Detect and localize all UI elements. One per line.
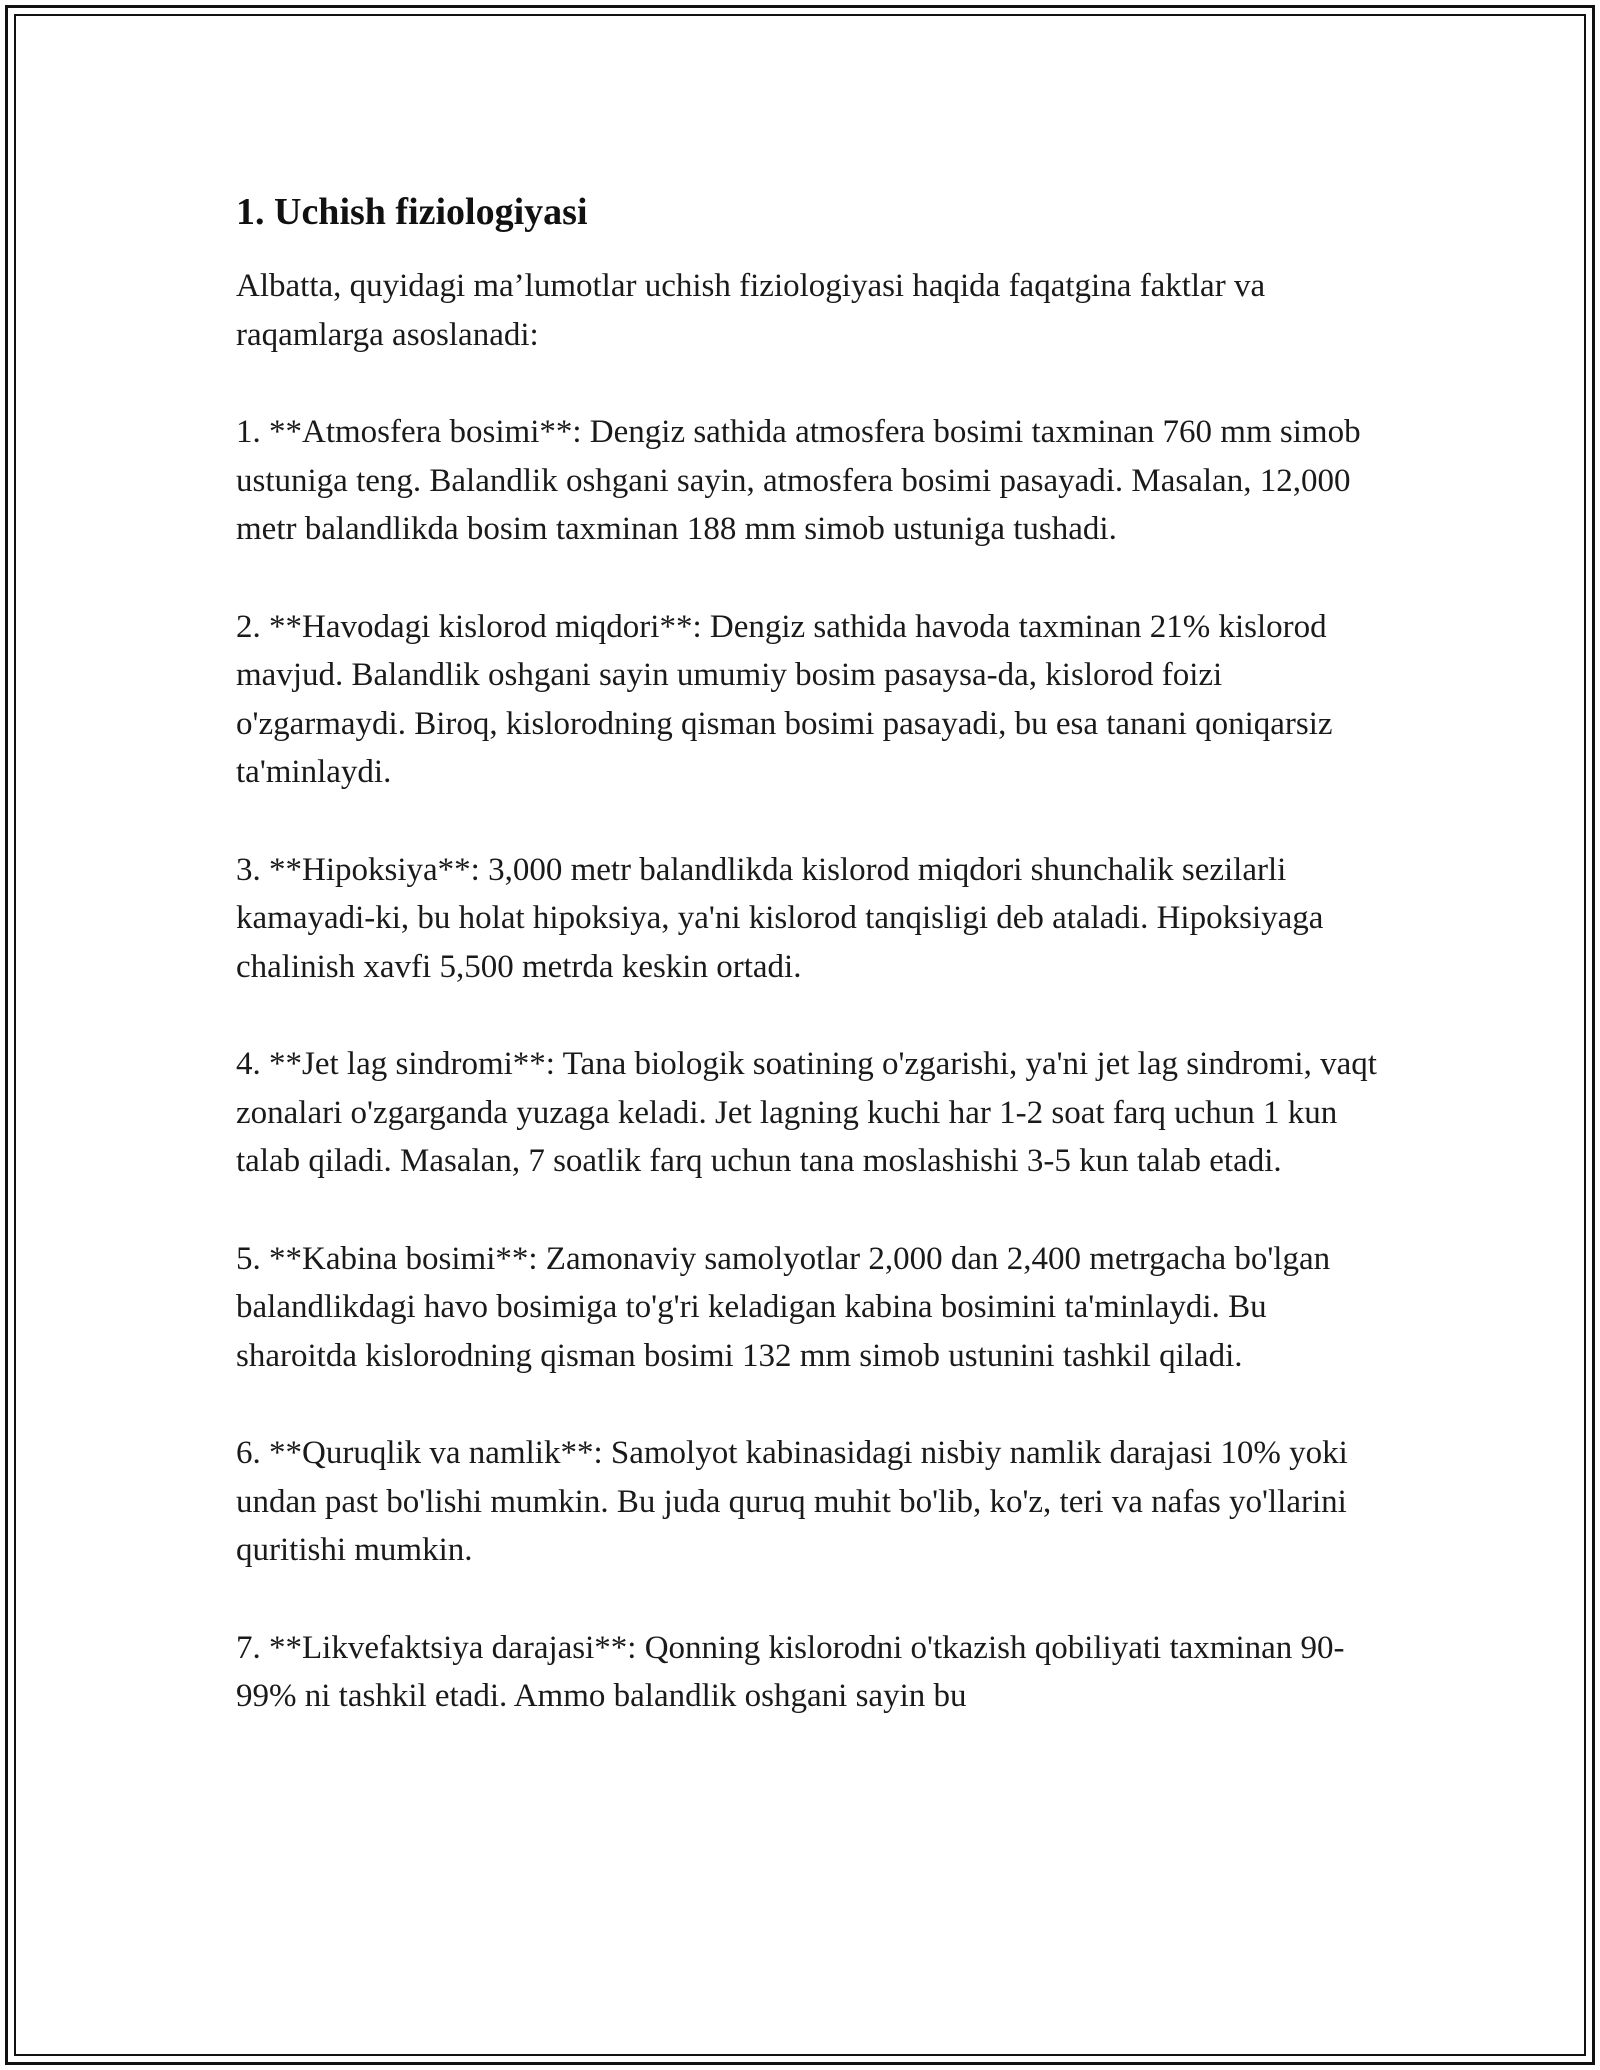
paragraph-kislorod-miqdori: 2. **Havodagi kislorod miqdori**: Dengiz sathida havoda taxminan 21% kislorod mavjud. Balandlik oshgani sayin umumiy bosim pasaysa-da, kislorod foizi o'zgarmaydi. Biroq, kislorodning qisman bosimi pasayadi, bu esa tanani qoniqarsiz ta'minlaydi. (236, 608, 1333, 790)
paragraph-kabina-bosimi: 5. **Kabina bosimi**: Zamonaviy samolyotlar 2,000 dan 2,400 metrgacha bo'lgan balandlikdagi havo bosimiga to'g'ri keladigan kabina bosimini ta'minlaydi. Bu sharoitda kislorodning qisman bosimi 132 mm simob ustunini tashkil qiladi. (236, 1240, 1331, 1374)
paragraph-jet-lag: 4. **Jet lag sindromi**: Tana biologik soatining o'zgarishi, ya'ni jet lag sindromi, vaqt zonalari o'zgarganda yuzaga keladi. Jet lagning kuchi har 1-2 soat farq uchun 1 kun talab qiladi. Masalan, 7 soatlik farq uchun tana moslashishi 3-5 kun talab etadi. (236, 1046, 1377, 1179)
paragraph-likvefaktsiya: 7. **Likvefaktsiya darajasi**: Qonning kislorodni o'tkazish qobiliyati taxminan 90-99% ni tashkil etadi. Ammo balandlik oshgani sayin bu (236, 1629, 1345, 1714)
intro-paragraph: Albatta, quyidagi ma’lumotlar uchish fiziologiyasi haqida faqatgina faktlar va raqamlarga asoslanadi: (236, 268, 1266, 353)
section-heading: 1. Uchish fiziologiyasi (236, 191, 588, 233)
paragraph-quruqlik-namlik: 6. **Quruqlik va namlik**: Samolyot kabinasidagi nisbiy namlik darajasi 10% yoki undan past bo'lishi mumkin. Bu juda quruq muhit bo'lib, ko'z, teri va nafas yo'llarini quritishi mumkin. (236, 1435, 1348, 1568)
paragraph-atmosfera-bosimi: 1. **Atmosfera bosimi**: Dengiz sathida atmosfera bosimi taxminan 760 mm simob ustuniga teng. Balandlik oshgani sayin, atmosfera bosimi pasayadi. Masalan, 12,000 metr balandlikda bosim taxminan 188 mm simob ustuniga tushadi. (236, 414, 1361, 547)
paragraph-hipoksiya: 3. **Hipoksiya**: 3,000 metr balandlikda kislorod miqdori shunchalik sezilarli kamayadi-ki, bu holat hipoksiya, ya'ni kislorod tanqisligi deb ataladi. Hipoksiyaga chalinish xavfi 5,500 metrda keskin ortadi. (236, 851, 1324, 985)
document-body (236, 186, 1386, 1770)
